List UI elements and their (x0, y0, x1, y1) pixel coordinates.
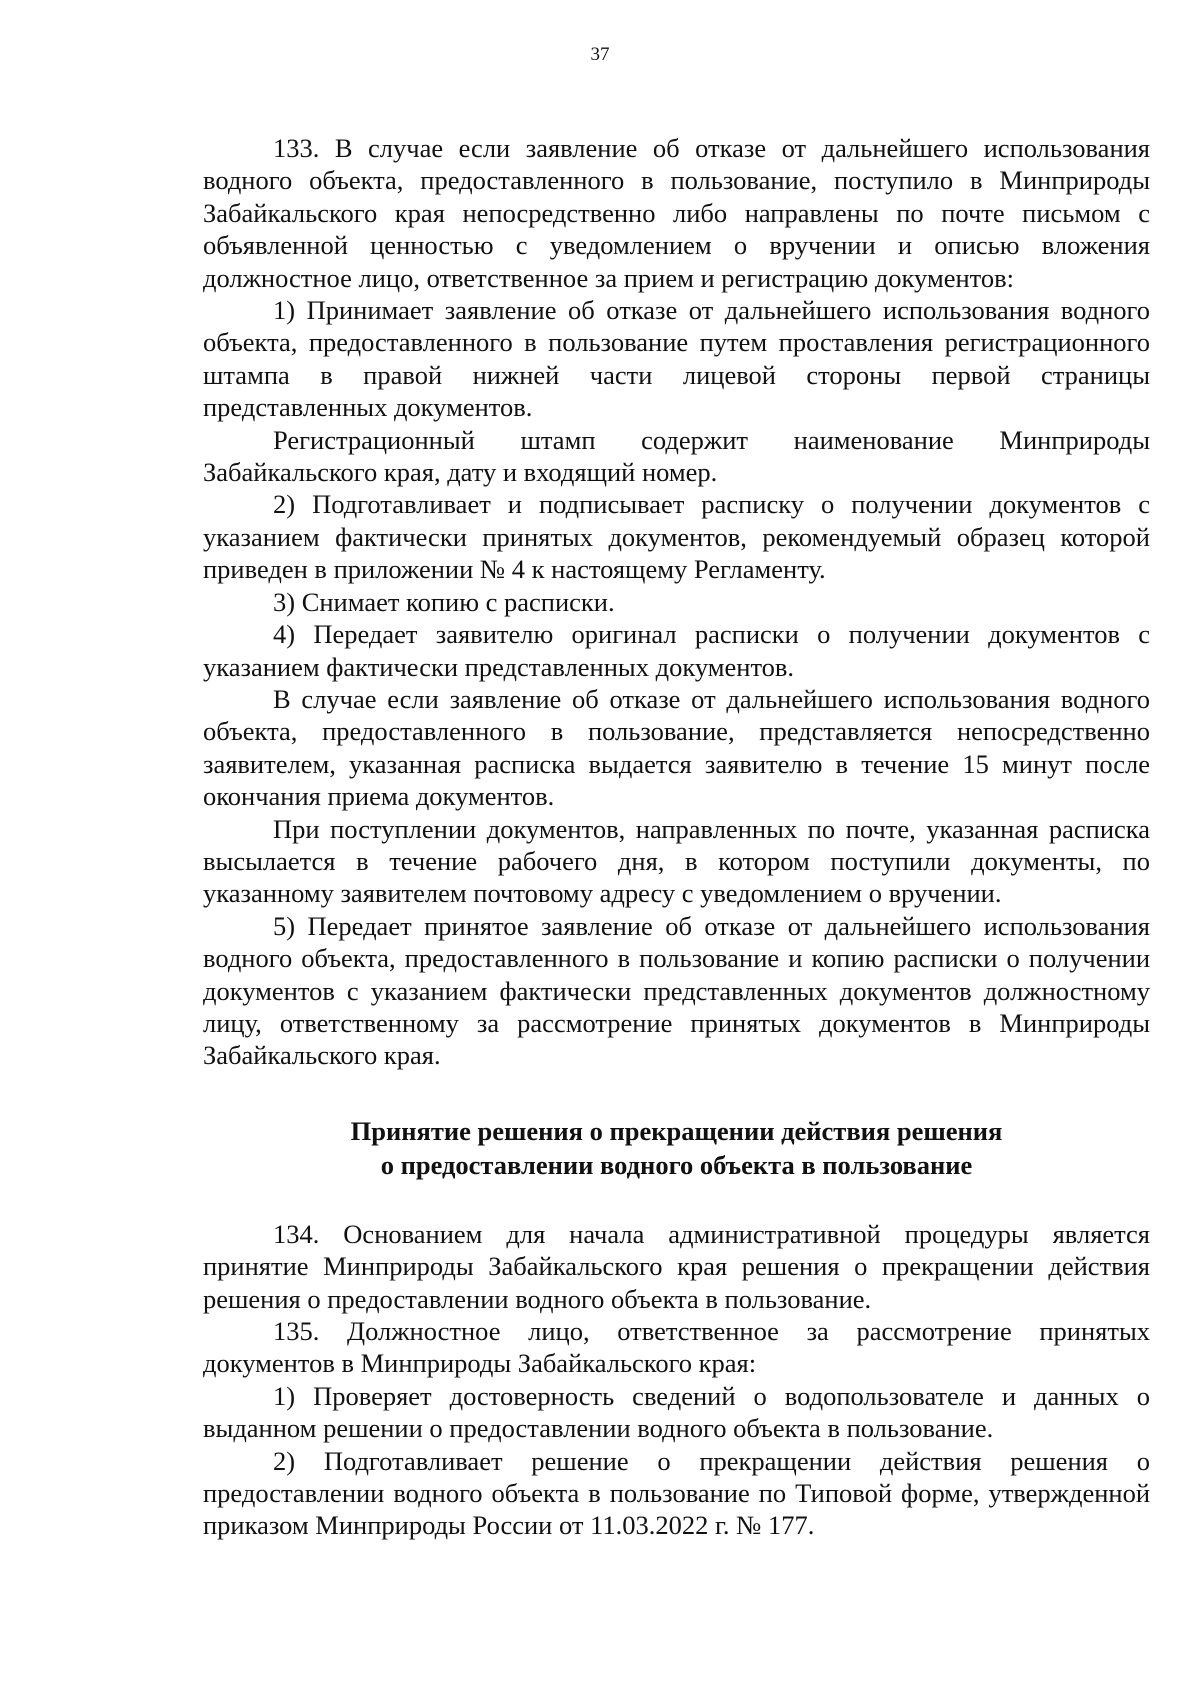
section-heading (203, 1114, 1150, 1182)
paragraph-135-item-1: 1) Проверяет достоверность сведений о водопользователе и данных о выданном решении о предоставлении водного объекта в пользование. (203, 1380, 1150, 1444)
paragraph-135: 135. Должностное лицо, ответственное за рассмотрение принятых документов в Минприроды Забайкальского края: (203, 1316, 1150, 1379)
paragraph-item-1: 1) Принимает заявление об отказе от дальнейшего использования водного объекта, предоставленного в пользование путем проставления регистрационного штампа в правой нижней части лицевой стороны первой страницы представленных документов. (203, 295, 1150, 423)
paragraph-postal-submission: При поступлении документов, направленных по почте, указанная расписка высылается в течение рабочего дня, в котором поступили документы, по указанному заявителем почтовому адресу с уведомлением о вручении. (203, 813, 1150, 909)
paragraph-stamp: Регистрационный штамп содержит наименование Минприроды Забайкальского края, дату и входящий номер. (203, 424, 1150, 488)
paragraph-135-item-2: 2) Подготавливает решение о прекращении действия решения о предоставлении водного объекта в пользование по Типовой форме, утвержденной приказом Минприроды России от 11.03.2022 г. № 177. (203, 1445, 1150, 1541)
paragraph-item-3: 3) Снимает копию с расписки. (273, 586, 615, 617)
document-body (203, 132, 1150, 1542)
paragraph-134: 134. Основанием для начала административной процедуры является принятие Минприроды Забайкальского края решения о прекращении действия решения о предоставлении водного объекта в пользование. (203, 1218, 1150, 1314)
section-heading-line-2: о предоставлении водного объекта в пользование (380, 1149, 973, 1180)
section-heading-line-1: Принятие решения о прекращении действия решения (350, 1115, 1003, 1146)
page-number: 37 (590, 44, 610, 65)
paragraph-item-4: 4) Передает заявителю оригинал расписки о получении документов с указанием фактически представленных документов. (203, 619, 1150, 682)
paragraph-item-2: 2) Подготавливает и подписывает расписку о получении документов с указанием фактически принятых документов, рекомендуемый образец которой приведен в приложении № 4 к настоящему Регламенту. (203, 489, 1150, 585)
paragraph-133: 133. В случае если заявление об отказе от дальнейшего использования водного объекта, предоставленного в пользование, поступило в Минприроды Забайкальского края непосредственно либо направлены по почте письмом с объявленной ценностью с уведомлением о вручении и описью вложения должностное лицо, ответственное за прием и регистрацию документов: (203, 133, 1150, 293)
paragraph-direct-submission: В случае если заявление об отказе от дальнейшего использования водного объекта, предоставленного в пользование, представляется непосредственно заявителем, указанная расписка выдается заявителю в течение 15 минут после окончания приема документов. (203, 683, 1150, 812)
paragraph-item-5: 5) Передает принятое заявление об отказе от дальнейшего использования водного объекта, предоставленного в пользование и копию расписки о получении документов с указанием фактически представленных документов должностному лицу, ответственному за рассмотрение принятых документов в Минприроды Забайкальского края. (203, 910, 1150, 1071)
